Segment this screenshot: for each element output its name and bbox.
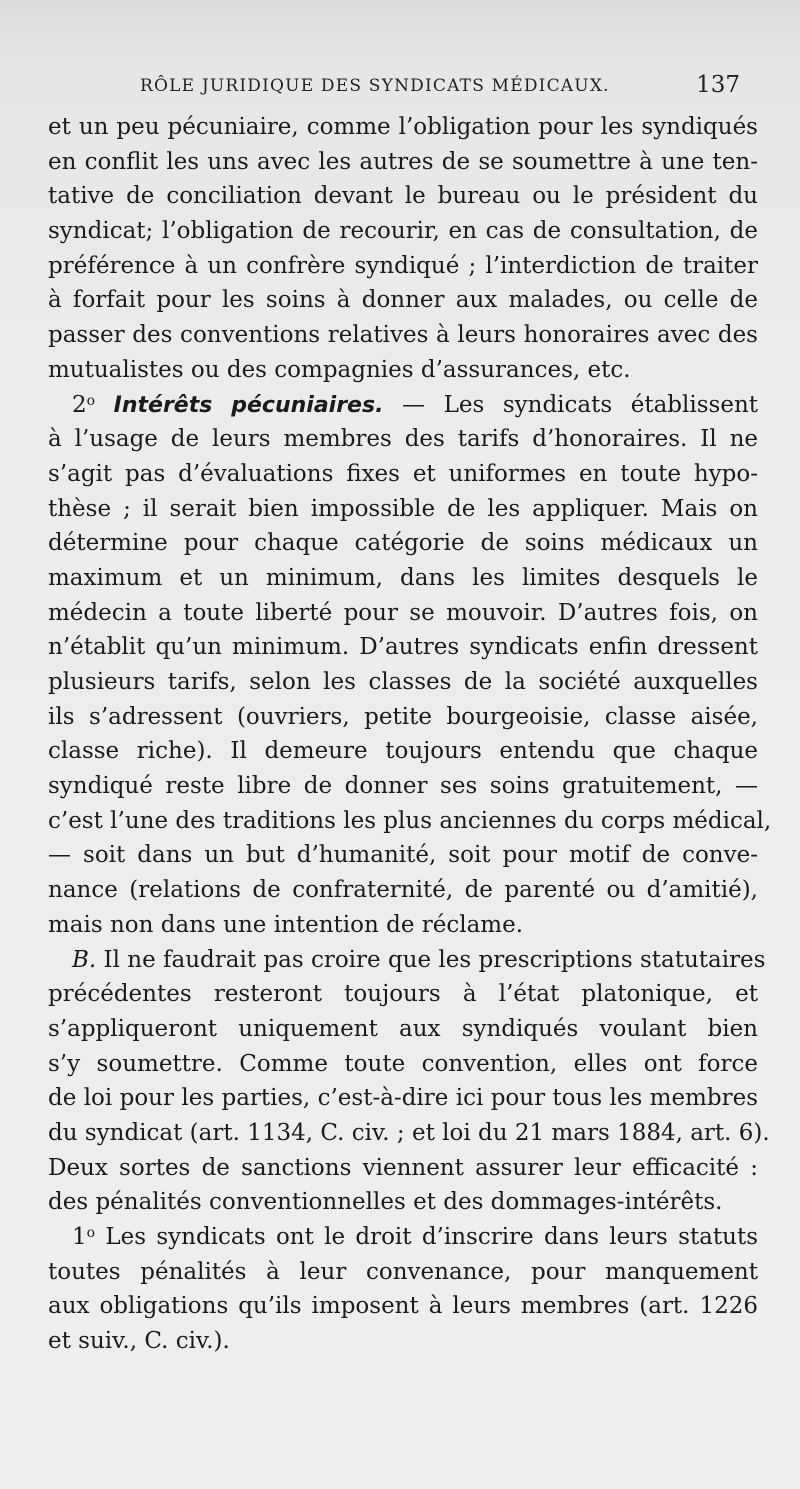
running-title: RÔLE JURIDIQUE DES SYNDICATS MÉDICAUX. xyxy=(140,76,610,96)
text-line: nance (relations de confraternité, de parenté ou d’amitié), xyxy=(48,877,758,904)
text-line: s’appliqueront uniquement aux syndiqués voulant bien xyxy=(48,1015,758,1042)
text-line: thèse ; il serait bien impossible de les appliquer. Mais on xyxy=(48,495,758,522)
section-interets-pecuniaires xyxy=(48,388,772,943)
text-line: à l’usage de leurs membres des tarifs d’honoraires. Il ne xyxy=(48,426,758,453)
section-first-line xyxy=(48,943,766,978)
page-header xyxy=(140,72,740,100)
text-line: c’est l’une des traditions les plus anciennes du corps médical, xyxy=(48,807,772,834)
text-line: et un peu pécuniaire, comme l’obligation pour les syndiqués xyxy=(48,114,758,140)
text-line: préférence à un confrère syndiqué ; l’interdiction de traiter xyxy=(48,252,758,279)
text-line: détermine pour chaque catégorie de soins médicaux un xyxy=(48,530,758,557)
text-line: s’agit pas d’évaluations fixes et uniformes en toute hypo- xyxy=(48,460,758,487)
text-line: aux obligations qu’ils imposent à leurs membres (art. 1226 xyxy=(48,1293,758,1320)
text-line: à forfait pour les soins à donner aux malades, ou celle de xyxy=(48,287,758,314)
ordinal-mark: o xyxy=(86,392,96,409)
text-line: s’y soumettre. Comme toute convention, elles ont force xyxy=(48,1050,758,1077)
text-line: et suiv., C. civ.). xyxy=(48,1328,230,1355)
section-first-line-text: Les syndicats ont le droit d’inscrire dans leurs statuts xyxy=(95,1224,758,1250)
body-text xyxy=(48,110,772,1359)
text-line: médecin a toute liberté pour se mouvoir. D’autres fois, on xyxy=(48,599,758,626)
text-line: syndiqué reste libre de donner ses soins gratuitement, — xyxy=(48,773,758,800)
section-b xyxy=(48,943,770,1221)
page-number: 137 xyxy=(696,72,740,98)
text-line: syndicat; l’obligation de recourir, en cas de consultation, de xyxy=(48,218,758,245)
text-line: de loi pour les parties, c’est-à-dire ici pour tous les membres xyxy=(48,1085,758,1112)
text-line: maximum et un minimum, dans les limites desquels le xyxy=(48,564,758,591)
section-number: 1 xyxy=(72,1224,87,1250)
text-line: mais non dans une intention de réclame. xyxy=(48,911,524,938)
text-line: n’établit qu’un minimum. D’autres syndicats enfin dressent xyxy=(48,634,758,661)
section-first-line-text: Il ne faudrait pas croire que les prescriptions statutaires xyxy=(96,946,766,973)
section-penalites xyxy=(48,1220,758,1359)
text-line: des pénalités conventionnelles et des dommages-intérêts. xyxy=(48,1189,723,1216)
text-line: du syndicat (art. 1134, C. civ. ; et loi du 21 mars 1884, art. 6). xyxy=(48,1119,770,1146)
text-line: Deux sortes de sanctions viennent assurer leur efficacité : xyxy=(48,1154,758,1181)
section-number: 2 xyxy=(72,391,87,418)
text-line: — soit dans un but d’humanité, soit pour motif de conve- xyxy=(48,842,758,869)
section-first-line-text: — Les syndicats établissent xyxy=(383,391,759,418)
text-line: toutes pénalités à leur convenance, pour manquement xyxy=(48,1258,758,1285)
section-first-line xyxy=(48,388,758,423)
section-first-line xyxy=(48,1220,758,1255)
text-line: en conflit les uns avec les autres de se soumettre à une ten- xyxy=(48,148,758,175)
text-line: mutualistes ou des compagnies d’assurances, etc. xyxy=(48,356,631,383)
ordinal-mark: o xyxy=(86,1225,96,1241)
text-line: tative de conciliation devant le bureau ou le président du xyxy=(48,183,758,210)
text-line: classe riche). Il demeure toujours entendu que chaque xyxy=(48,738,758,765)
text-line: ils s’adressent (ouvriers, petite bourgeoisie, classe aisée, xyxy=(48,703,758,730)
section-title: Intérêts pécuniaires. xyxy=(113,392,384,418)
text-line: précédentes resteront toujours à l’état platonique, et xyxy=(48,981,758,1008)
paragraph-continuation xyxy=(48,110,758,388)
text-line: passer des conventions relatives à leurs honoraires avec des xyxy=(48,322,758,349)
text-line: plusieurs tarifs, selon les classes de la société auxquelles xyxy=(48,669,758,695)
section-label: B. xyxy=(72,946,97,973)
